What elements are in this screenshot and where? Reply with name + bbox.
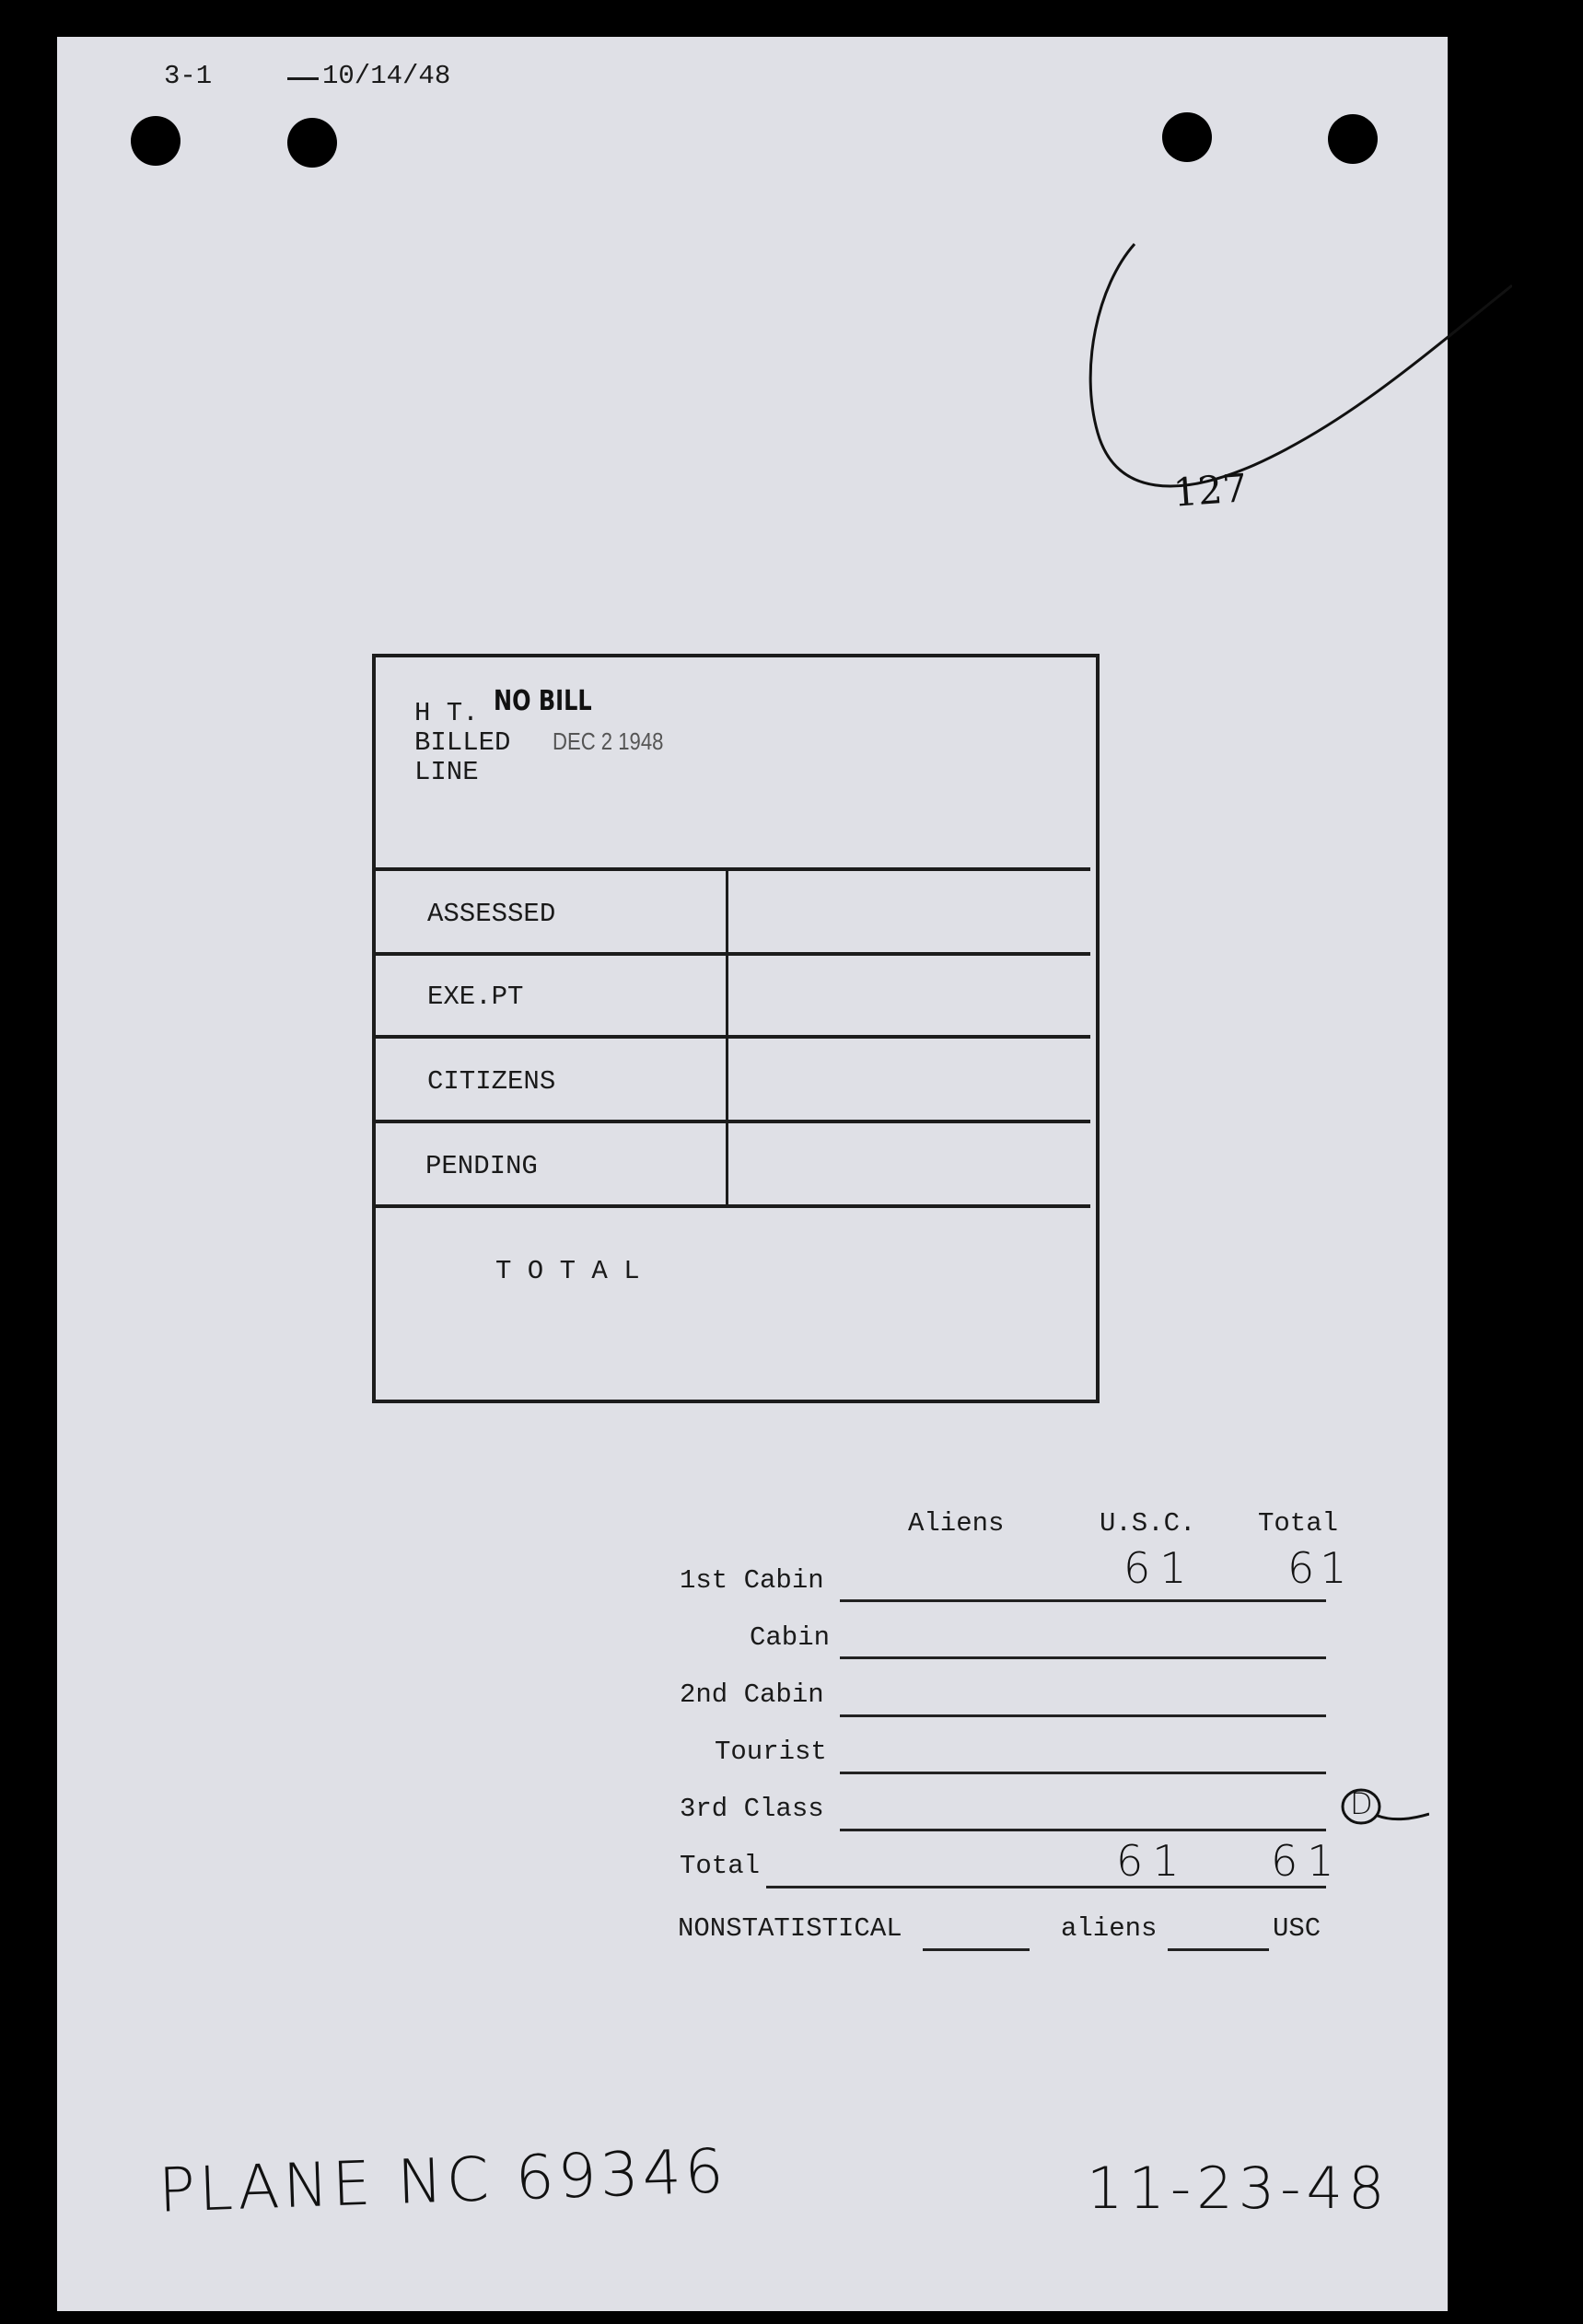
nonstat-usc-blank bbox=[1168, 1948, 1269, 1951]
row-underline bbox=[840, 1599, 1326, 1602]
circle-mark-icon bbox=[1337, 1783, 1429, 1838]
row-label: Tourist bbox=[715, 1737, 827, 1767]
line-label: LINE bbox=[414, 757, 479, 787]
punch-hole bbox=[131, 116, 180, 166]
total-total-value: 61 bbox=[1271, 1836, 1344, 1886]
form-date: 10/14/48 bbox=[322, 61, 451, 91]
stamp-date: DEC 2 1948 bbox=[553, 727, 664, 755]
row-underline bbox=[766, 1886, 1326, 1888]
plane-number: PLANE NC 69346 bbox=[157, 2135, 728, 2226]
circled-mark: D bbox=[1350, 1786, 1373, 1821]
row-label: Total bbox=[680, 1851, 761, 1881]
row-label-exempt: EXE.PT bbox=[427, 982, 524, 1012]
form-code: 3-1 bbox=[164, 61, 213, 91]
box-divider bbox=[376, 1120, 1090, 1123]
nonstat-aliens-blank bbox=[923, 1948, 1030, 1951]
punch-hole bbox=[1162, 112, 1212, 162]
billed-label: BILLED bbox=[414, 727, 511, 758]
row-underline bbox=[840, 1829, 1326, 1831]
total-label: T O T A L bbox=[495, 1256, 640, 1286]
box-divider bbox=[376, 1035, 1090, 1039]
nonstat-aliens-label: aliens bbox=[1061, 1913, 1158, 1944]
total-usc-value: 61 bbox=[1116, 1836, 1189, 1886]
nonstat-label: NONSTATISTICAL bbox=[678, 1913, 902, 1944]
box-divider bbox=[376, 867, 1090, 871]
box-divider bbox=[376, 1204, 1090, 1208]
box-column-divider bbox=[726, 867, 728, 1204]
punch-hole bbox=[1328, 114, 1378, 164]
row-label: 2nd Cabin bbox=[680, 1679, 824, 1710]
column-total: Total bbox=[1258, 1508, 1339, 1539]
check-mark-icon bbox=[1070, 230, 1512, 543]
row-total-value: 61 bbox=[1287, 1543, 1353, 1593]
box-divider bbox=[376, 952, 1090, 956]
document-page bbox=[57, 37, 1448, 2311]
row-label: 3rd Class bbox=[680, 1794, 824, 1824]
head-tax-box bbox=[372, 654, 1100, 1403]
row-usc-value: 61 bbox=[1123, 1543, 1196, 1593]
typed-dash bbox=[287, 77, 319, 80]
row-underline bbox=[840, 1714, 1326, 1717]
no-bill-stamp: NO BILL bbox=[494, 685, 592, 717]
column-aliens: Aliens bbox=[908, 1508, 1005, 1539]
punch-hole bbox=[287, 118, 337, 168]
row-label-citizens: CITIZENS bbox=[427, 1066, 556, 1097]
ht-label: H T. bbox=[414, 698, 479, 728]
column-usc: U.S.C. bbox=[1100, 1508, 1196, 1539]
file-number: 127 bbox=[1171, 465, 1249, 516]
row-label: 1st Cabin bbox=[680, 1565, 824, 1596]
row-underline bbox=[840, 1656, 1326, 1659]
row-label-assessed: ASSESSED bbox=[427, 899, 556, 929]
row-label: Cabin bbox=[750, 1622, 831, 1653]
handwritten-date: 11-23-48 bbox=[1087, 2155, 1391, 2222]
nonstat-usc-label: USC bbox=[1273, 1913, 1321, 1944]
row-label-pending: PENDING bbox=[425, 1151, 538, 1181]
row-underline bbox=[840, 1772, 1326, 1774]
